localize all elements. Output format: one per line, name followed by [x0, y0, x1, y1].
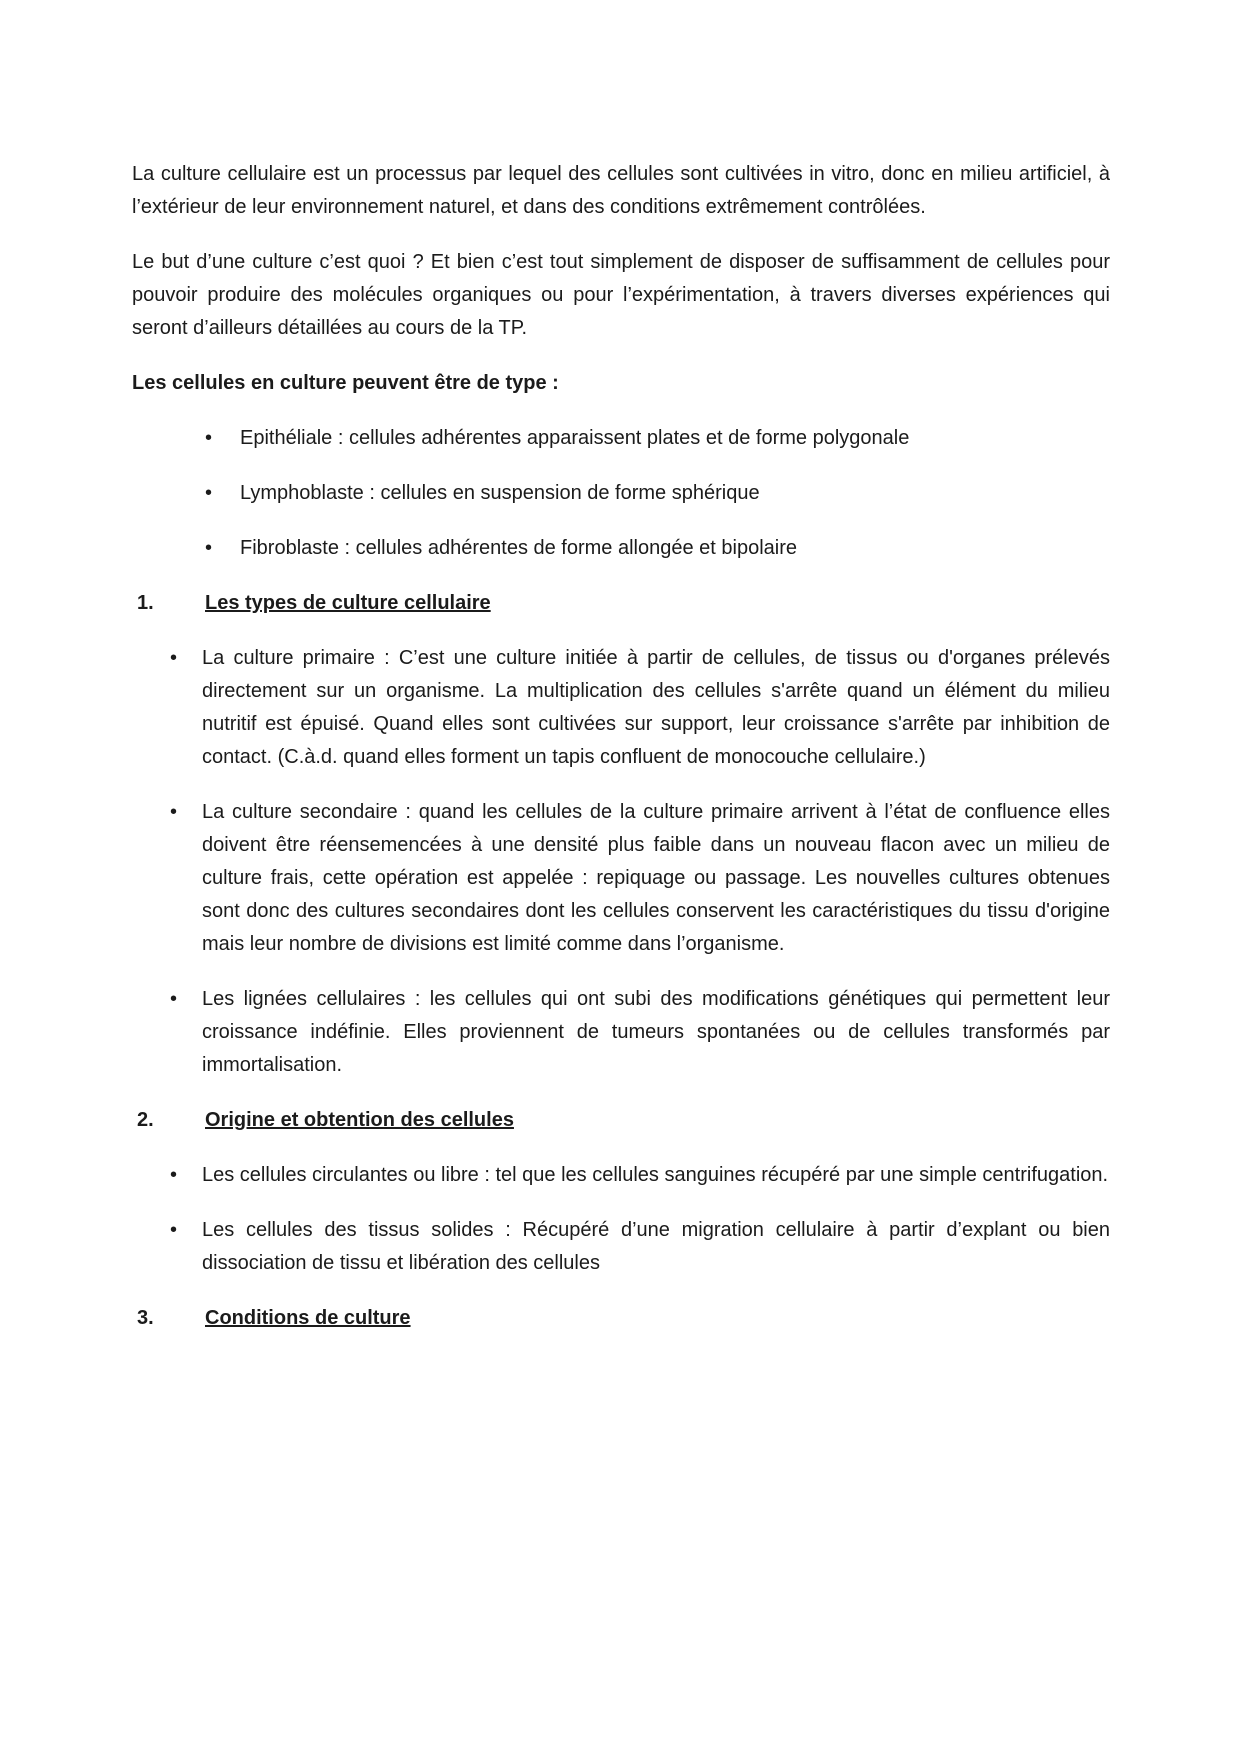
list-item-text: Les cellules des tissus solides : Récupéré d’une migration cellulaire à partir d’explant ou bien dissociation de tissu et libération des cellules [202, 1219, 1110, 1274]
intro-paragraph-2: Le but d’une culture c’est quoi ? Et bien c’est tout simplement de disposer de suffisamment de cellules pour pouvoir produire des molécules organiques ou pour l’expérimentation, à travers diverses expériences qui seront d’ailleurs détaillées au cours de la TP. [132, 251, 1110, 339]
list-item [132, 983, 1110, 1082]
bullet-icon: • [205, 537, 213, 559]
list-item [132, 422, 1110, 455]
section-title: Origine et obtention des cellules [205, 1109, 514, 1131]
cell-types-list [132, 422, 1110, 565]
list-item-text: La culture secondaire : quand les cellules de la culture primaire arrivent à l’état de confluence elles doivent être réensemencées à une densité plus faible dans un nouveau flacon avec un milieu de culture frais, cette opération est appelée : repiquage ou passage. Les nouvelles cultures obtenues sont donc des cultures secondaires dont les cellules conservent les caractéristiques du tissu d'origine mais leur nombre de divisions est limité comme dans l’organisme. [202, 801, 1110, 955]
bullet-icon: • [205, 427, 213, 449]
list-item-text: Les cellules circulantes ou libre : tel que les cellules sanguines récupéré par une simple centrifugation. [202, 1164, 1109, 1186]
list-item [132, 532, 1110, 565]
section-number: 2. [137, 1109, 154, 1131]
list-item-text: Epithéliale : cellules adhérentes apparaissent plates et de forme polygonale [240, 427, 910, 449]
section-heading-2 [132, 1104, 1110, 1137]
list-item [132, 477, 1110, 510]
cell-types-heading: Les cellules en culture peuvent être de type : [132, 372, 559, 394]
bullet-icon: • [170, 1219, 178, 1241]
section-title: Les types de culture cellulaire [205, 592, 491, 614]
intro-paragraph-1: La culture cellulaire est un processus par lequel des cellules sont cultivées in vitro, donc en milieu artificiel, à l’extérieur de leur environnement naturel, et dans des conditions extrêmement contrôlées. [132, 163, 1110, 218]
list-item [132, 796, 1110, 961]
list-item-text: Les lignées cellulaires : les cellules qui ont subi des modifications génétiques qui permettent leur croissance indéfinie. Elles proviennent de tumeurs spontanées ou de cellules transformés par immortalisation. [202, 988, 1110, 1076]
section-title: Conditions de culture [205, 1307, 411, 1329]
section-heading-3 [132, 1302, 1110, 1335]
section-number: 1. [137, 592, 154, 614]
section-number: 3. [137, 1307, 154, 1329]
list-item-text: Lymphoblaste : cellules en suspension de forme sphérique [240, 482, 760, 504]
list-item [132, 1159, 1110, 1192]
bullet-icon: • [170, 801, 178, 823]
list-item [132, 1214, 1110, 1280]
section-1-list [132, 642, 1110, 1082]
list-item-text: La culture primaire : C’est une culture initiée à partir de cellules, de tissus ou d'organes prélevés directement sur un organisme. La multiplication des cellules s'arrête quand un élément du milieu nutritif est épuisé. Quand elles sont cultivées sur support, leur croissance s'arrête par inhibition de contact. (C.à.d. quand elles forment un tapis confluent de monocouche cellulaire.) [202, 647, 1110, 768]
section-2-list [132, 1159, 1110, 1280]
bullet-icon: • [170, 647, 178, 669]
list-item-text: Fibroblaste : cellules adhérentes de forme allongée et bipolaire [240, 537, 798, 559]
section-heading-1 [132, 587, 1110, 620]
bullet-icon: • [205, 482, 213, 504]
bullet-icon: • [170, 988, 178, 1010]
bullet-icon: • [170, 1164, 178, 1186]
list-item [132, 642, 1110, 774]
